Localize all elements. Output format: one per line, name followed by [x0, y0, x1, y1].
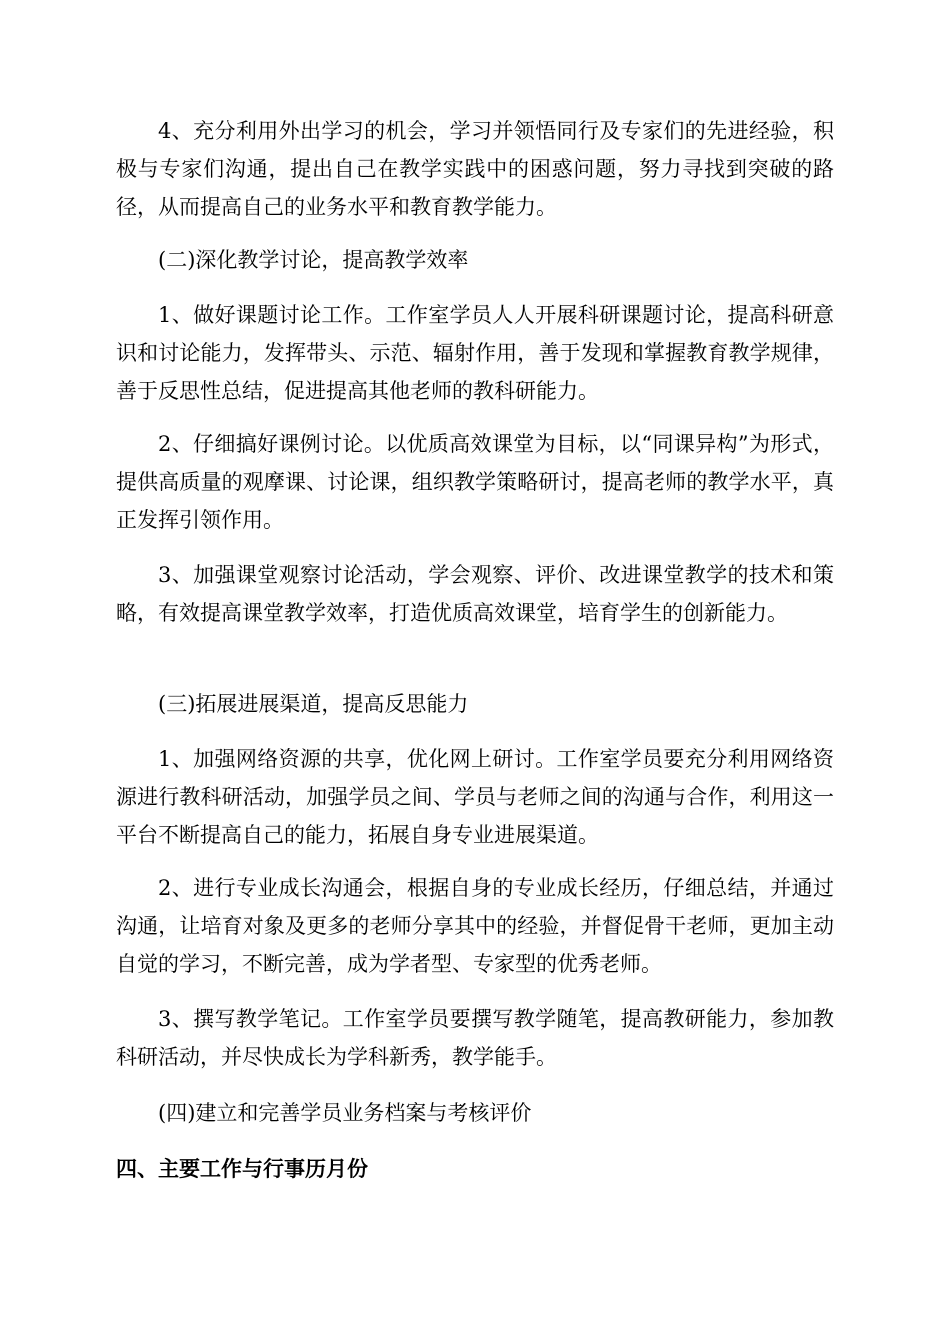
paragraph-item-3: 3、加强课堂观察讨论活动，学会观察、评价、改进课堂教学的技术和策略，有效提高课堂教学效率，打造优质高效课堂，培育学生的创新能力。 — [116, 563, 834, 625]
paragraph-item-1: 1、做好课题讨论工作。工作室学员人人开展科研课题讨论，提高科研意识和讨论能力，发挥带头、示范、辐射作用，善于发现和掌握教育教学规律，善于反思性总结，促进提高其他老师的教科研能力。 — [116, 303, 834, 403]
paragraph-item-4: 4、充分利用外出学习的机会，学习并领悟同行及专家们的先进经验，积极与专家们沟通，提出自己在教学实践中的困惑问题，努力寻找到突破的路径，从而提高自己的业务水平和教育教学能力。 — [116, 119, 834, 219]
paragraph-item-2b: 2、进行专业成长沟通会，根据自身的专业成长经历，仔细总结，并通过沟通，让培育对象及更多的老师分享其中的经验，并督促骨干老师，更加主动自觉的学习，不断完善，成为学者型、专家型的优秀老师。 — [116, 876, 834, 976]
subheading-four: (四)建立和完善学员业务档案与考核评价 — [158, 1101, 532, 1125]
paragraph-item-3b: 3、撰写教学笔记。工作室学员要撰写教学随笔，提高教研能力，参加教科研活动，并尽快成长为学科新秀，教学能手。 — [116, 1007, 834, 1069]
subheading-two: (二)深化教学讨论，提高教学效率 — [158, 248, 469, 272]
section-heading: 四、主要工作与行事历月份 — [116, 1157, 368, 1181]
subheading-three: (三)拓展进展渠道，提高反思能力 — [158, 692, 469, 716]
paragraph-item-1b: 1、加强网络资源的共享，优化网上研讨。工作室学员要充分利用网络资源进行教科研活动，加强学员之间、学员与老师之间的沟通与合作，利用这一平台不断提高自己的能力，拓展自身专业进展渠道。 — [116, 747, 834, 847]
paragraph-item-2: 2、仔细搞好课例讨论。以优质高效课堂为目标，以“同课异构”为形式，提供高质量的观摩课、讨论课，组织教学策略研讨，提高老师的教学水平，真正发挥引领作用。 — [116, 432, 834, 532]
